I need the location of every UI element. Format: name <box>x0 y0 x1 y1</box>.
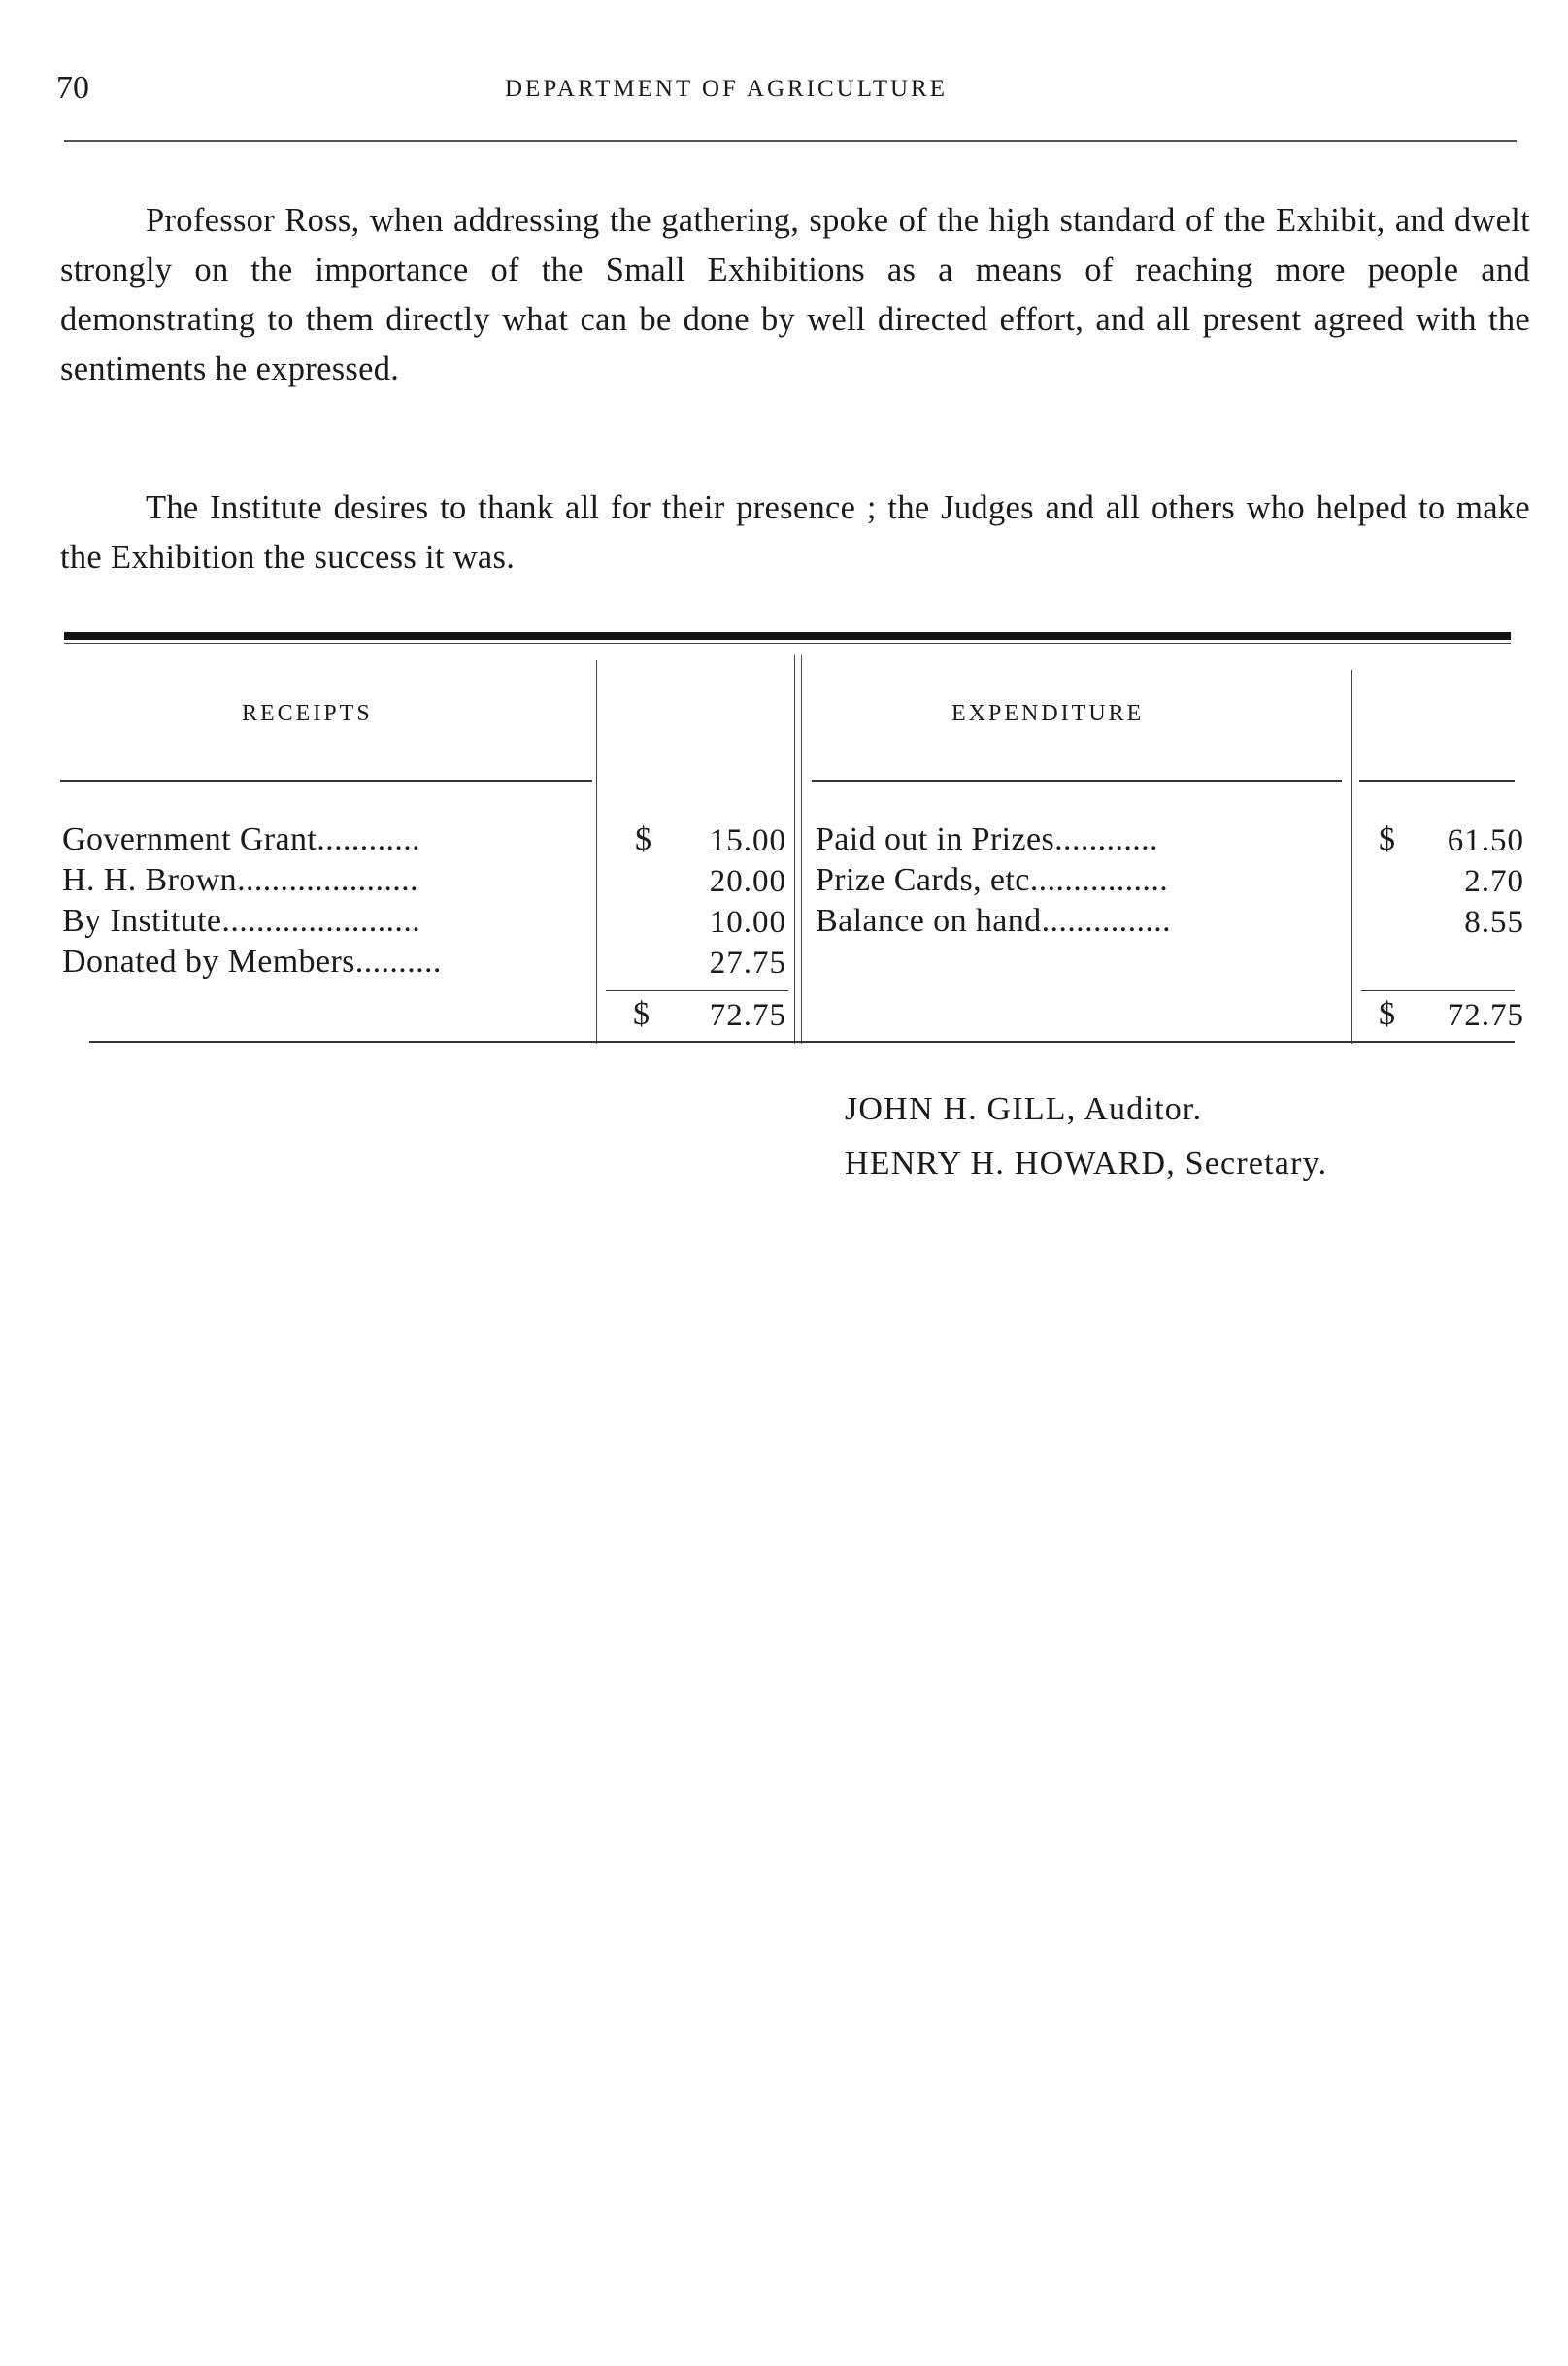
paragraph-institute-thanks: The Institute desires to thank all for their presence ; the Judges and all others who helped to make the Exhibition the success it was. <box>60 489 1530 576</box>
expenditure-total: 72.75 <box>1447 998 1524 1033</box>
expenditure-amount: 2.70 <box>1464 864 1524 899</box>
table-row: Paid out in Prizes............ <box>816 821 1158 857</box>
receipt-amount: 27.75 <box>709 946 786 981</box>
table-row: Donated by Members.......... <box>62 944 442 980</box>
receipt-label-government-grant: Government Grant <box>62 821 317 857</box>
signature-auditor: JOHN H. GILL, Auditor. <box>845 1091 1203 1127</box>
receipts-subtotal-rule <box>606 990 788 991</box>
expenditure-heading: EXPENDITURE <box>951 701 1145 726</box>
expenditure-amount: 61.50 <box>1447 823 1524 858</box>
signature-secretary: HENRY H. HOWARD, Secretary. <box>845 1146 1328 1182</box>
column-divider-middle-b <box>801 655 802 1044</box>
page-number: 70 <box>56 70 89 106</box>
header-rule <box>64 140 1517 142</box>
expenditure-label-prize-cards: Prize Cards, etc <box>816 862 1030 898</box>
expenditure-subtotal-rule <box>1361 990 1515 991</box>
expenditure-amount: 8.55 <box>1464 905 1524 940</box>
receipts-total-currency-symbol: $ <box>633 996 650 1032</box>
receipt-label-hh-brown: H. H. Brown <box>62 862 238 898</box>
receipt-amount: 20.00 <box>709 864 786 899</box>
expenditure-total-currency-symbol: $ <box>1379 996 1395 1032</box>
receipt-label-donated-by-members: Donated by Members <box>62 944 355 980</box>
running-title: DEPARTMENT OF AGRICULTURE <box>505 76 948 102</box>
table-bottom-rule <box>89 1041 1515 1043</box>
receipts-heading: RECEIPTS <box>242 701 373 726</box>
column-divider-middle-a <box>794 655 795 1044</box>
table-top-thin-rule <box>64 643 1511 644</box>
expenditure-amount-heading-rule <box>1359 780 1515 782</box>
expenditure-heading-rule <box>812 780 1342 782</box>
table-row: Government Grant............ <box>62 821 421 857</box>
column-divider-expenditure-amount <box>1351 670 1352 1044</box>
expenditure-label-balance: Balance on hand <box>816 903 1042 939</box>
column-divider-receipts-amount <box>596 660 597 1044</box>
receipts-total: 72.75 <box>709 998 786 1033</box>
table-row: H. H. Brown..................... <box>62 862 418 898</box>
expenditure-currency-symbol: $ <box>1379 821 1395 857</box>
receipt-label-by-institute: By Institute <box>62 903 222 939</box>
expenditure-label-prizes: Paid out in Prizes <box>816 821 1055 857</box>
paragraph-professor-ross: Professor Ross, when addressing the gathering, spoke of the high standard of the Exhibit, and dwelt strongly on the importance of the Small Exhibitions as a means of reaching more people and demonstrating to them directly what can be done by well directed effort, and all present agreed with the sentiments he expressed. <box>60 202 1530 387</box>
table-row: Balance on hand............... <box>816 903 1172 939</box>
table-row: Prize Cards, etc................ <box>816 862 1169 898</box>
table-top-thick-rule <box>64 632 1511 640</box>
receipts-heading-rule <box>60 780 592 782</box>
receipt-amount: 10.00 <box>709 905 786 940</box>
table-row: By Institute....................... <box>62 903 421 939</box>
receipts-currency-symbol: $ <box>635 821 651 857</box>
receipt-amount: 15.00 <box>709 823 786 858</box>
